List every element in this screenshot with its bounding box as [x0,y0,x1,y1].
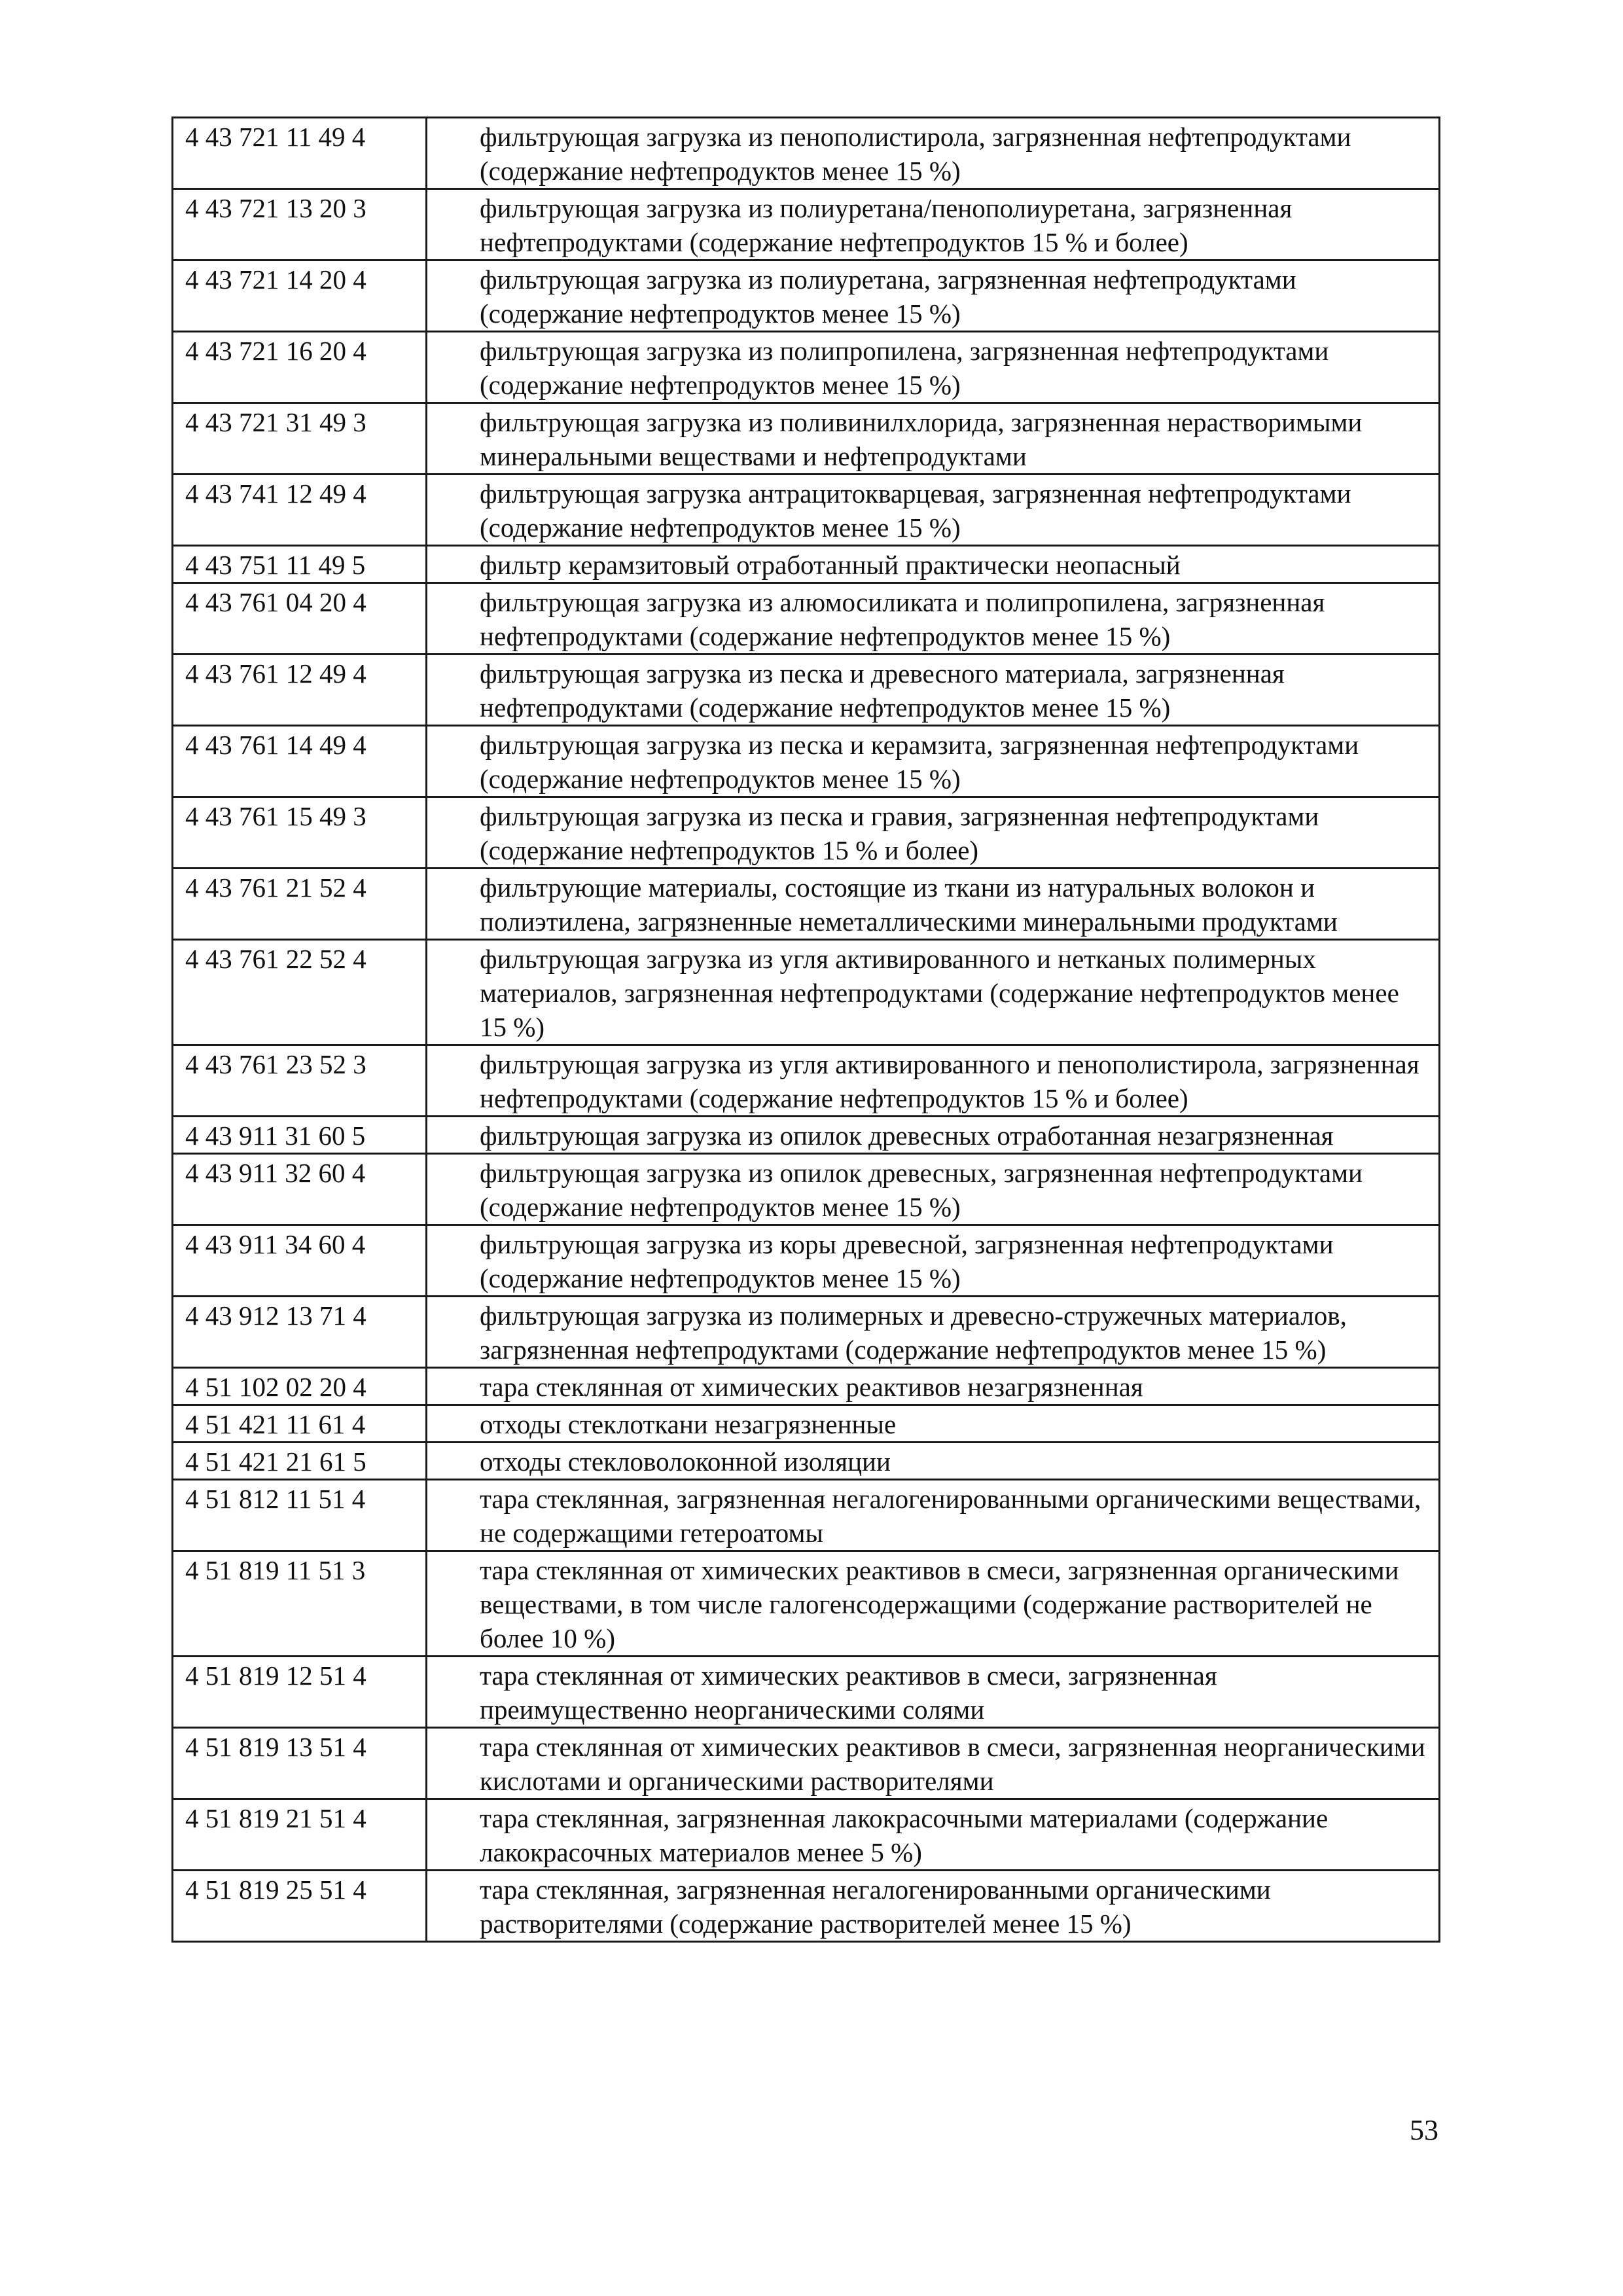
table-row [173,1443,1440,1480]
table-row [173,118,1440,189]
waste-code: 4 43 751 11 49 5 [173,546,427,583]
table-row [173,1154,1440,1225]
waste-code: 4 43 761 23 52 3 [173,1045,427,1117]
waste-description: тара стеклянная, загрязненная негалогенированными органическими растворителями (содержание растворителей менее 15 %) [427,1871,1440,1942]
waste-code: 4 43 911 34 60 4 [173,1225,427,1297]
waste-code: 4 43 761 14 49 4 [173,726,427,797]
waste-code: 4 43 721 31 49 3 [173,403,427,475]
waste-code: 4 51 421 11 61 4 [173,1405,427,1443]
table-row [173,1551,1440,1657]
waste-description: фильтрующая загрузка из песка и керамзита, загрязненная нефтепродуктами (содержание нефтепродуктов менее 15 %) [427,726,1440,797]
waste-description: фильтрующая загрузка из полипропилена, загрязненная нефтепродуктами (содержание нефтепродуктов менее 15 %) [427,332,1440,403]
waste-description: тара стеклянная от химических реактивов в смеси, загрязненная неорганическими кислотами и органическими растворителями [427,1728,1440,1799]
waste-description: фильтрующая загрузка из пенополистирола, загрязненная нефтепродуктами (содержание нефтепродуктов менее 15 %) [427,118,1440,189]
waste-description: фильтрующая загрузка антрацитокварцевая, загрязненная нефтепродуктами (содержание нефтепродуктов менее 15 %) [427,475,1440,546]
waste-code: 4 43 721 11 49 4 [173,118,427,189]
waste-code: 4 43 911 32 60 4 [173,1154,427,1225]
table-row [173,332,1440,403]
table-row [173,583,1440,655]
waste-description: фильтрующая загрузка из поливинилхлорида, загрязненная нерастворимыми минеральными веществами и нефтепродуктами [427,403,1440,475]
table-row [173,189,1440,260]
table-row [173,475,1440,546]
waste-code: 4 43 741 12 49 4 [173,475,427,546]
waste-code: 4 43 761 22 52 4 [173,940,427,1045]
waste-description: тара стеклянная, загрязненная лакокрасочными материалами (содержание лакокрасочных материалов менее 5 %) [427,1799,1440,1871]
waste-description: тара стеклянная от химических реактивов в смеси, загрязненная преимущественно неорганическими солями [427,1657,1440,1728]
page-number: 53 [1410,2114,1438,2146]
waste-description: фильтрующие материалы, состоящие из ткани из натуральных волокон и полиэтилена, загрязненные неметаллическими минеральными продуктами [427,869,1440,940]
waste-code: 4 43 761 21 52 4 [173,869,427,940]
waste-description: фильтрующая загрузка из коры древесной, загрязненная нефтепродуктами (содержание нефтепродуктов менее 15 %) [427,1225,1440,1297]
waste-code: 4 51 819 13 51 4 [173,1728,427,1799]
waste-code: 4 43 761 15 49 3 [173,797,427,869]
waste-description: фильтрующая загрузка из песка и древесного материала, загрязненная нефтепродуктами (содержание нефтепродуктов менее 15 %) [427,655,1440,726]
waste-description: фильтрующая загрузка из опилок древесных, загрязненная нефтепродуктами (содержание нефтепродуктов менее 15 %) [427,1154,1440,1225]
waste-code: 4 43 721 14 20 4 [173,260,427,332]
waste-code: 4 51 819 12 51 4 [173,1657,427,1728]
table-row [173,726,1440,797]
table-row [173,1728,1440,1799]
waste-description: тара стеклянная, загрязненная негалогенированными органическими веществами, не содержащими гетероатомы [427,1480,1440,1551]
table-row [173,546,1440,583]
waste-description: фильтрующая загрузка из полимерных и древесно-стружечных материалов, загрязненная нефтепродуктами (содержание нефтепродуктов менее 15 %) [427,1297,1440,1368]
table-row [173,1799,1440,1871]
waste-code: 4 51 102 02 20 4 [173,1368,427,1405]
table-row [173,1368,1440,1405]
waste-code: 4 51 819 25 51 4 [173,1871,427,1942]
table-row [173,797,1440,869]
table-row [173,940,1440,1045]
waste-description: тара стеклянная от химических реактивов в смеси, загрязненная органическими веществами, в том числе галогенсодержащими (содержание растворителей не более 10 %) [427,1551,1440,1657]
waste-code: 4 43 721 16 20 4 [173,332,427,403]
waste-description: фильтрующая загрузка из полиуретана/пенополиуретана, загрязненная нефтепродуктами (содержание нефтепродуктов 15 % и более) [427,189,1440,260]
table-row [173,1225,1440,1297]
waste-description: фильтр керамзитовый отработанный практически неопасный [427,546,1440,583]
waste-description: фильтрующая загрузка из песка и гравия, загрязненная нефтепродуктами (содержание нефтепродуктов 15 % и более) [427,797,1440,869]
waste-description: фильтрующая загрузка из алюмосиликата и полипропилена, загрязненная нефтепродуктами (содержание нефтепродуктов менее 15 %) [427,583,1440,655]
waste-code: 4 43 721 13 20 3 [173,189,427,260]
table-row [173,1871,1440,1942]
waste-code: 4 43 761 04 20 4 [173,583,427,655]
table-row [173,1405,1440,1443]
waste-code: 4 51 819 21 51 4 [173,1799,427,1871]
waste-description: фильтрующая загрузка из угля активированного и пенополистирола, загрязненная нефтепродуктами (содержание нефтепродуктов 15 % и более) [427,1045,1440,1117]
table-row [173,260,1440,332]
table-row [173,1117,1440,1154]
table-row [173,655,1440,726]
table-row [173,1480,1440,1551]
waste-code: 4 51 819 11 51 3 [173,1551,427,1657]
waste-code: 4 51 421 21 61 5 [173,1443,427,1480]
waste-description: тара стеклянная от химических реактивов незагрязненная [427,1368,1440,1405]
waste-description: отходы стеклоткани незагрязненные [427,1405,1440,1443]
table-row [173,1657,1440,1728]
waste-code: 4 43 911 31 60 5 [173,1117,427,1154]
waste-code: 4 43 761 12 49 4 [173,655,427,726]
table-row [173,1297,1440,1368]
waste-description: фильтрующая загрузка из полиуретана, загрязненная нефтепродуктами (содержание нефтепродуктов менее 15 %) [427,260,1440,332]
waste-description: фильтрующая загрузка из угля активированного и нетканых полимерных материалов, загрязненная нефтепродуктами (содержание нефтепродуктов менее 15 %) [427,940,1440,1045]
table-row [173,403,1440,475]
waste-code: 4 51 812 11 51 4 [173,1480,427,1551]
table-body [173,118,1440,1942]
waste-description: фильтрующая загрузка из опилок древесных отработанная незагрязненная [427,1117,1440,1154]
waste-code: 4 43 912 13 71 4 [173,1297,427,1368]
table-row [173,1045,1440,1117]
table-row [173,869,1440,940]
waste-description: отходы стекловолоконной изоляции [427,1443,1440,1480]
waste-code-table [171,117,1440,1943]
